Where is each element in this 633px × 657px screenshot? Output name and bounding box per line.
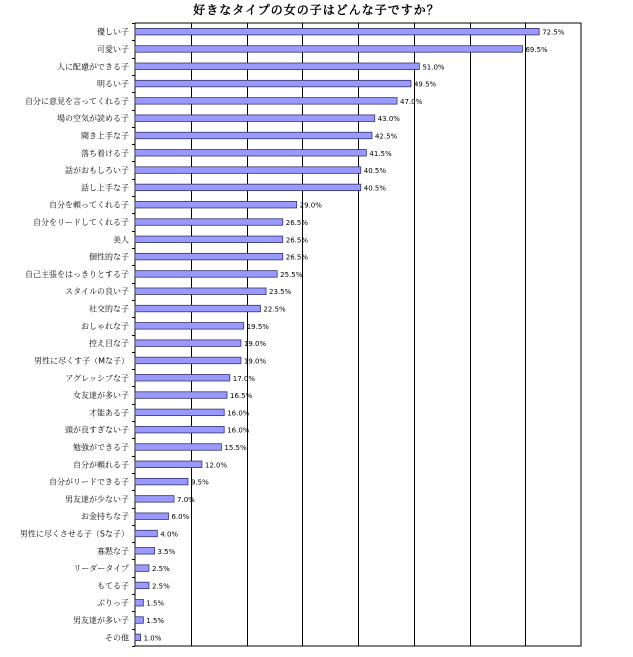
value-label: 49.5% (413, 80, 437, 89)
bar (135, 288, 266, 295)
value-label: 6.0% (171, 513, 190, 522)
value-label: 25.5% (280, 270, 303, 279)
category-label: 自分がリードできる子 (49, 477, 129, 487)
value-label: 19.0% (243, 357, 267, 366)
value-label: 23.5% (269, 288, 292, 297)
value-label: 19.0% (243, 340, 267, 349)
category-label: 男性に尽くさせる子（Sな子） (19, 529, 129, 539)
category-label: スタイルの良い子 (65, 287, 129, 297)
bar (135, 582, 149, 589)
category-label: 聞き上手な子 (81, 131, 129, 141)
value-label: 72.5% (542, 28, 565, 37)
value-label: 2.5% (151, 565, 170, 574)
value-label: 47.0% (400, 97, 423, 106)
bar (135, 63, 419, 69)
bar (135, 548, 155, 555)
bar (135, 132, 372, 139)
category-label: リーダータイプ (73, 564, 129, 574)
bar (135, 565, 149, 572)
category-label: 個性的な子 (89, 252, 129, 262)
category-label: 自分に意見を言ってくれる子 (25, 96, 129, 106)
bar (135, 98, 397, 105)
value-label: 26.5% (285, 219, 308, 228)
bar (135, 634, 141, 641)
bar (135, 28, 539, 35)
category-label: 頭が良すぎない子 (65, 425, 129, 435)
bar (135, 478, 188, 485)
bar (135, 80, 411, 87)
value-label: 29.0% (299, 201, 322, 210)
value-label: 1.5% (146, 617, 165, 626)
category-label: 才能ある子 (89, 408, 129, 418)
bar (135, 357, 241, 364)
bar (135, 150, 366, 157)
bar (135, 392, 227, 399)
bar (135, 115, 375, 122)
value-label: 17.0% (232, 374, 256, 383)
category-label: 自分を頼ってくれる子 (49, 200, 129, 210)
chart-title: 好きなタイプの女の子はどんな子ですか？ (193, 3, 440, 17)
bar (135, 253, 283, 260)
value-label: 42.5% (374, 132, 398, 141)
category-label: 話がおもしろい子 (65, 166, 129, 176)
bar (135, 496, 174, 503)
bar (135, 409, 224, 416)
category-label: 寡黙な子 (97, 546, 129, 556)
bar (135, 305, 260, 312)
value-label: 43.0% (377, 115, 400, 124)
bar (135, 201, 297, 208)
bar (135, 271, 277, 278)
bar (135, 46, 522, 53)
value-label: 9.5% (190, 478, 209, 487)
category-label: 人に配慮ができる子 (57, 62, 129, 72)
category-label: 場の空気が読める子 (57, 114, 129, 124)
bar (135, 340, 241, 347)
value-label: 26.5% (285, 236, 308, 245)
value-label: 16.0% (227, 426, 250, 435)
bar (135, 530, 157, 537)
category-label: 社交的な子 (89, 304, 129, 314)
category-label: もてる子 (97, 581, 129, 591)
bar (135, 617, 143, 624)
value-label: 4.0% (160, 530, 179, 539)
bar (135, 323, 244, 330)
category-label: 男性に尽くす子（Mな子） (34, 356, 129, 366)
category-label: 優しい子 (97, 27, 129, 37)
bar (135, 444, 221, 451)
bar (135, 167, 361, 174)
bar (135, 513, 168, 520)
value-label: 16.5% (229, 392, 253, 401)
category-label: 落ち着ける子 (81, 148, 129, 158)
category-label: アグレッシブな子 (65, 373, 129, 383)
value-label: 1.5% (146, 599, 165, 608)
bar (135, 236, 283, 243)
value-label: 41.5% (369, 149, 392, 158)
value-label: 40.5% (363, 167, 387, 176)
value-label: 40.5% (363, 184, 387, 193)
category-label: 可愛い子 (97, 44, 129, 54)
bar (135, 375, 230, 382)
value-label: 3.5% (157, 547, 176, 556)
bar (135, 461, 202, 468)
value-label: 51.0% (422, 63, 445, 72)
category-label: ぶりっ子 (97, 598, 129, 608)
value-label: 2.5% (151, 582, 170, 591)
category-label: 女友達が多い子 (73, 391, 129, 401)
category-label: その他 (105, 633, 129, 643)
value-label: 7.0% (177, 495, 195, 504)
category-label: 男友達が少ない子 (65, 494, 129, 504)
category-label: 男友達が多い子 (73, 616, 129, 626)
value-label: 12.0% (204, 461, 228, 470)
category-label: 控え目な子 (89, 339, 129, 349)
bar (135, 219, 283, 226)
category-label: お金持ちな子 (81, 512, 129, 522)
category-label: おしゃれな子 (81, 321, 129, 331)
value-label: 22.5% (263, 305, 286, 314)
bar (135, 426, 224, 433)
value-label: 19.5% (246, 322, 269, 331)
category-label: 話し上手な子 (81, 183, 129, 193)
value-label: 26.5% (285, 253, 308, 262)
category-label: 自己主張をはっきりとする子 (25, 269, 129, 279)
bar (135, 184, 361, 191)
category-label: 明るい子 (97, 79, 129, 89)
category-label: 美人 (113, 235, 129, 245)
value-label: 15.5% (224, 443, 247, 452)
value-label: 69.5% (525, 45, 548, 54)
value-label: 1.0% (143, 634, 162, 643)
bar (135, 599, 143, 606)
value-label: 16.0% (227, 409, 250, 418)
category-label: 自分が頼れる子 (73, 460, 129, 470)
category-label: 自分をリードしてくれる子 (33, 218, 129, 228)
category-label: 勉強ができる子 (73, 442, 129, 452)
